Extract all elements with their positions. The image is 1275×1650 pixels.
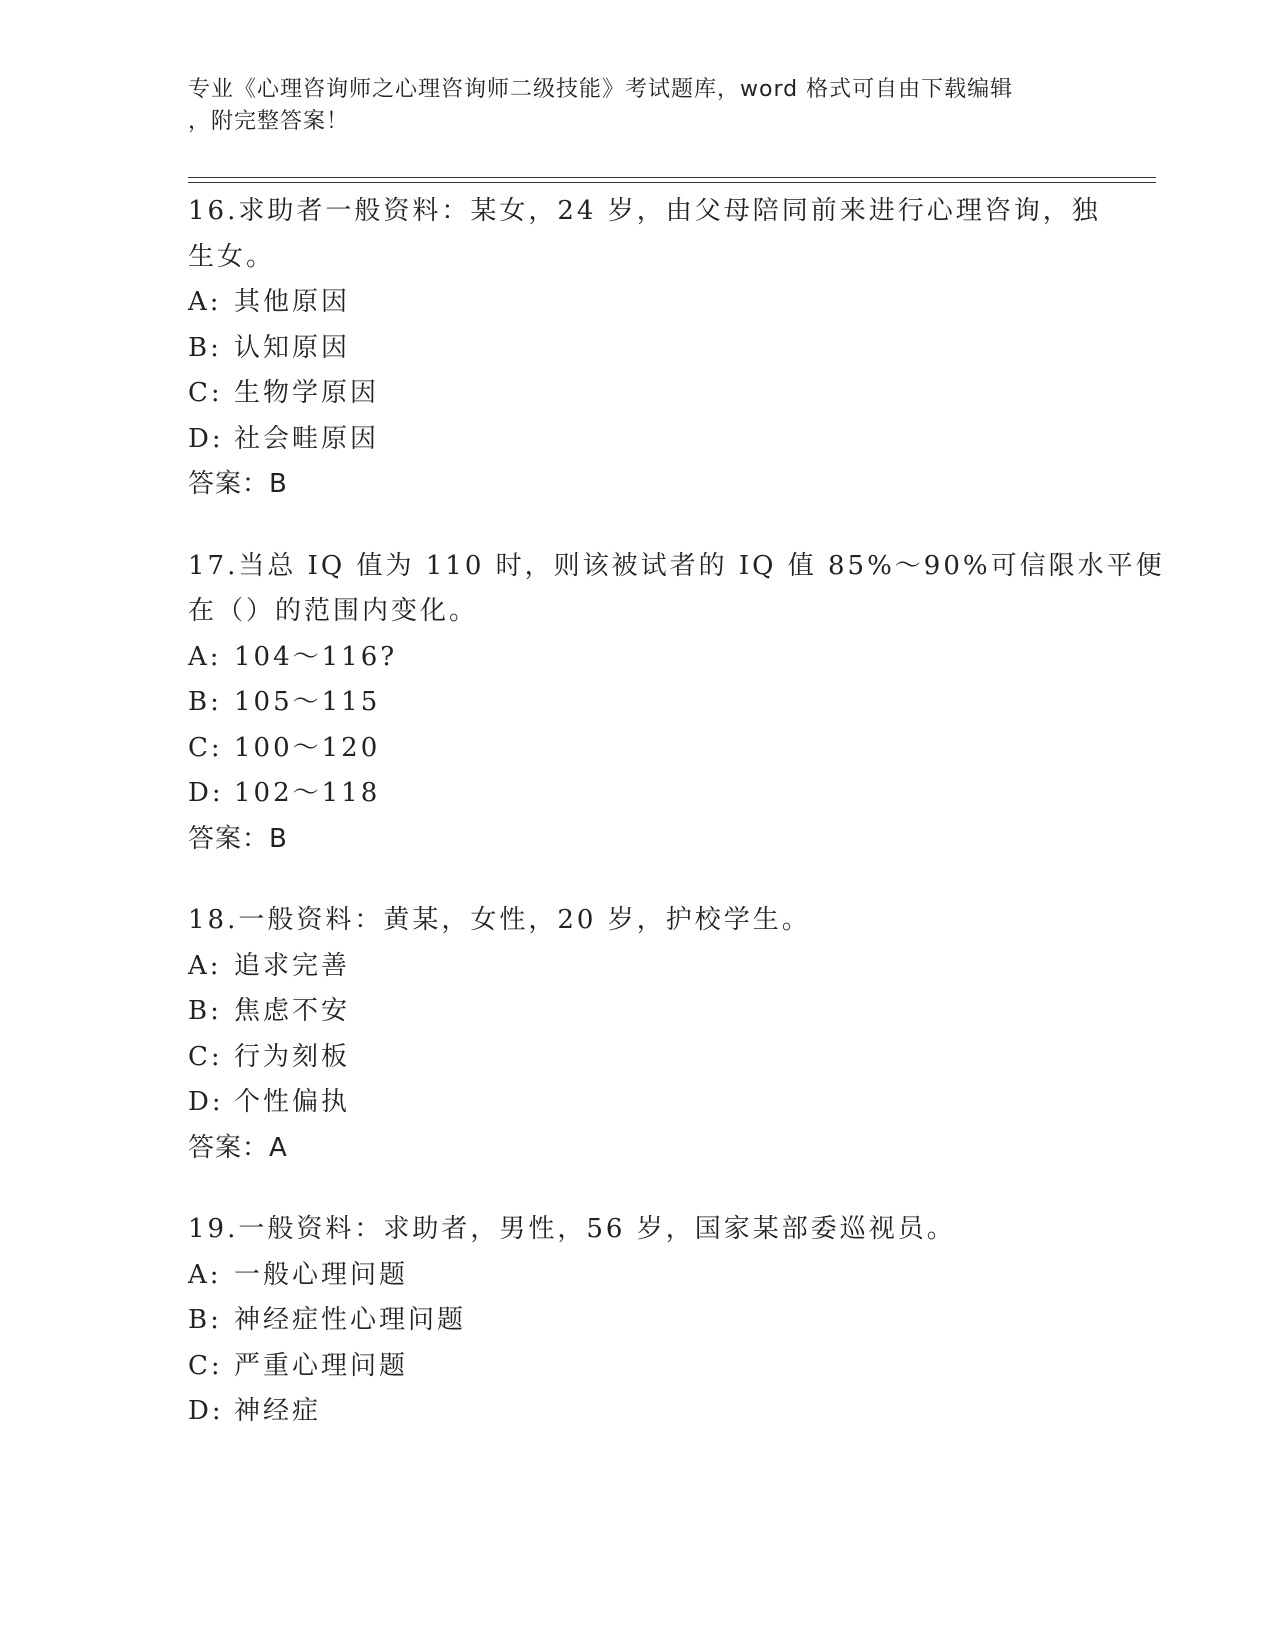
question-stem-line: 18.一般资料：黄某，女性，20 岁，护校学生。 bbox=[188, 905, 811, 935]
document-header bbox=[188, 74, 1068, 138]
question-stem bbox=[188, 1207, 1088, 1253]
option-d bbox=[188, 1080, 1088, 1126]
option-key: A: bbox=[188, 287, 222, 317]
question-stem-line: 生女。 bbox=[188, 241, 276, 272]
question-17 bbox=[188, 544, 1165, 863]
question-stem-line: 17.当总 IQ 值为 110 时，则该被试者的 IQ 值 85%～90%可信限水平便 bbox=[188, 550, 1165, 581]
option-d bbox=[188, 417, 1088, 463]
option-b bbox=[188, 1298, 1088, 1344]
option-text: 认知原因 bbox=[234, 332, 351, 363]
option-a bbox=[188, 280, 1088, 326]
header-line-2: ，附完整答案！ bbox=[188, 109, 350, 134]
option-b bbox=[188, 989, 1088, 1035]
question-stem-line: 19.一般资料：求助者，男性，56 岁，国家某部委巡视员。 bbox=[188, 1214, 956, 1244]
question-stem bbox=[188, 898, 1088, 944]
header-line-1: 专业《心理咨询师之心理咨询师二级技能》考试题库，word 格式可自由下载编辑 bbox=[188, 77, 1014, 102]
option-b bbox=[188, 326, 1088, 372]
option-key: D: bbox=[188, 778, 224, 808]
option-text: 100～120 bbox=[234, 732, 381, 763]
option-text: 社会畦原因 bbox=[234, 423, 380, 454]
option-key: C: bbox=[188, 1350, 223, 1381]
option-text: 其他原因 bbox=[234, 287, 351, 317]
option-text: 生物学原因 bbox=[234, 378, 380, 408]
option-a bbox=[188, 635, 1088, 681]
option-key: D: bbox=[188, 1396, 224, 1426]
option-text: 焦虑不安 bbox=[234, 996, 351, 1026]
answer-label: 答案：B bbox=[188, 469, 288, 499]
option-key: C: bbox=[188, 378, 223, 408]
option-text: 严重心理问题 bbox=[234, 1350, 409, 1381]
question-18 bbox=[188, 898, 1088, 1171]
option-key: A: bbox=[188, 950, 222, 981]
option-b bbox=[188, 680, 1088, 726]
question-stem-line: 在（）的范围内变化。 bbox=[188, 596, 479, 626]
option-key: D: bbox=[188, 423, 224, 454]
option-key: C: bbox=[188, 1041, 223, 1072]
option-key: D: bbox=[188, 1087, 224, 1117]
option-c bbox=[188, 1035, 1088, 1081]
question-list bbox=[188, 189, 1165, 1471]
option-text: 行为刻板 bbox=[234, 1041, 351, 1072]
option-a bbox=[188, 944, 1088, 990]
question-stem bbox=[188, 544, 1165, 635]
option-c bbox=[188, 726, 1088, 772]
option-key: B: bbox=[188, 687, 222, 717]
option-text: 105～115 bbox=[234, 687, 381, 717]
option-key: C: bbox=[188, 732, 223, 763]
answer-label: 答案：A bbox=[188, 1132, 288, 1163]
option-key: A: bbox=[188, 1259, 222, 1290]
option-text: 102～118 bbox=[234, 778, 381, 808]
option-d bbox=[188, 1389, 1088, 1435]
question-16 bbox=[188, 189, 1101, 508]
option-c bbox=[188, 371, 1088, 417]
option-text: 神经症 bbox=[234, 1396, 322, 1426]
option-text: 104～116? bbox=[234, 641, 398, 672]
option-c bbox=[188, 1344, 1088, 1390]
question-stem-line: 16.求助者一般资料：某女，24 岁，由父母陪同前来进行心理咨询，独 bbox=[188, 196, 1101, 226]
option-text: 一般心理问题 bbox=[234, 1259, 409, 1290]
option-text: 个性偏执 bbox=[234, 1087, 351, 1117]
option-d bbox=[188, 771, 1088, 817]
option-key: B: bbox=[188, 1305, 222, 1335]
option-key: A: bbox=[188, 641, 222, 672]
option-a bbox=[188, 1253, 1088, 1299]
answer-label: 答案：B bbox=[188, 823, 288, 854]
option-text: 追求完善 bbox=[234, 950, 351, 981]
option-key: B: bbox=[188, 332, 222, 363]
question-stem bbox=[188, 189, 1101, 280]
option-text: 神经症性心理问题 bbox=[234, 1305, 467, 1335]
option-key: B: bbox=[188, 996, 222, 1026]
question-19 bbox=[188, 1207, 1088, 1435]
header-divider-top bbox=[188, 177, 1156, 178]
header-divider-bottom bbox=[188, 182, 1156, 183]
